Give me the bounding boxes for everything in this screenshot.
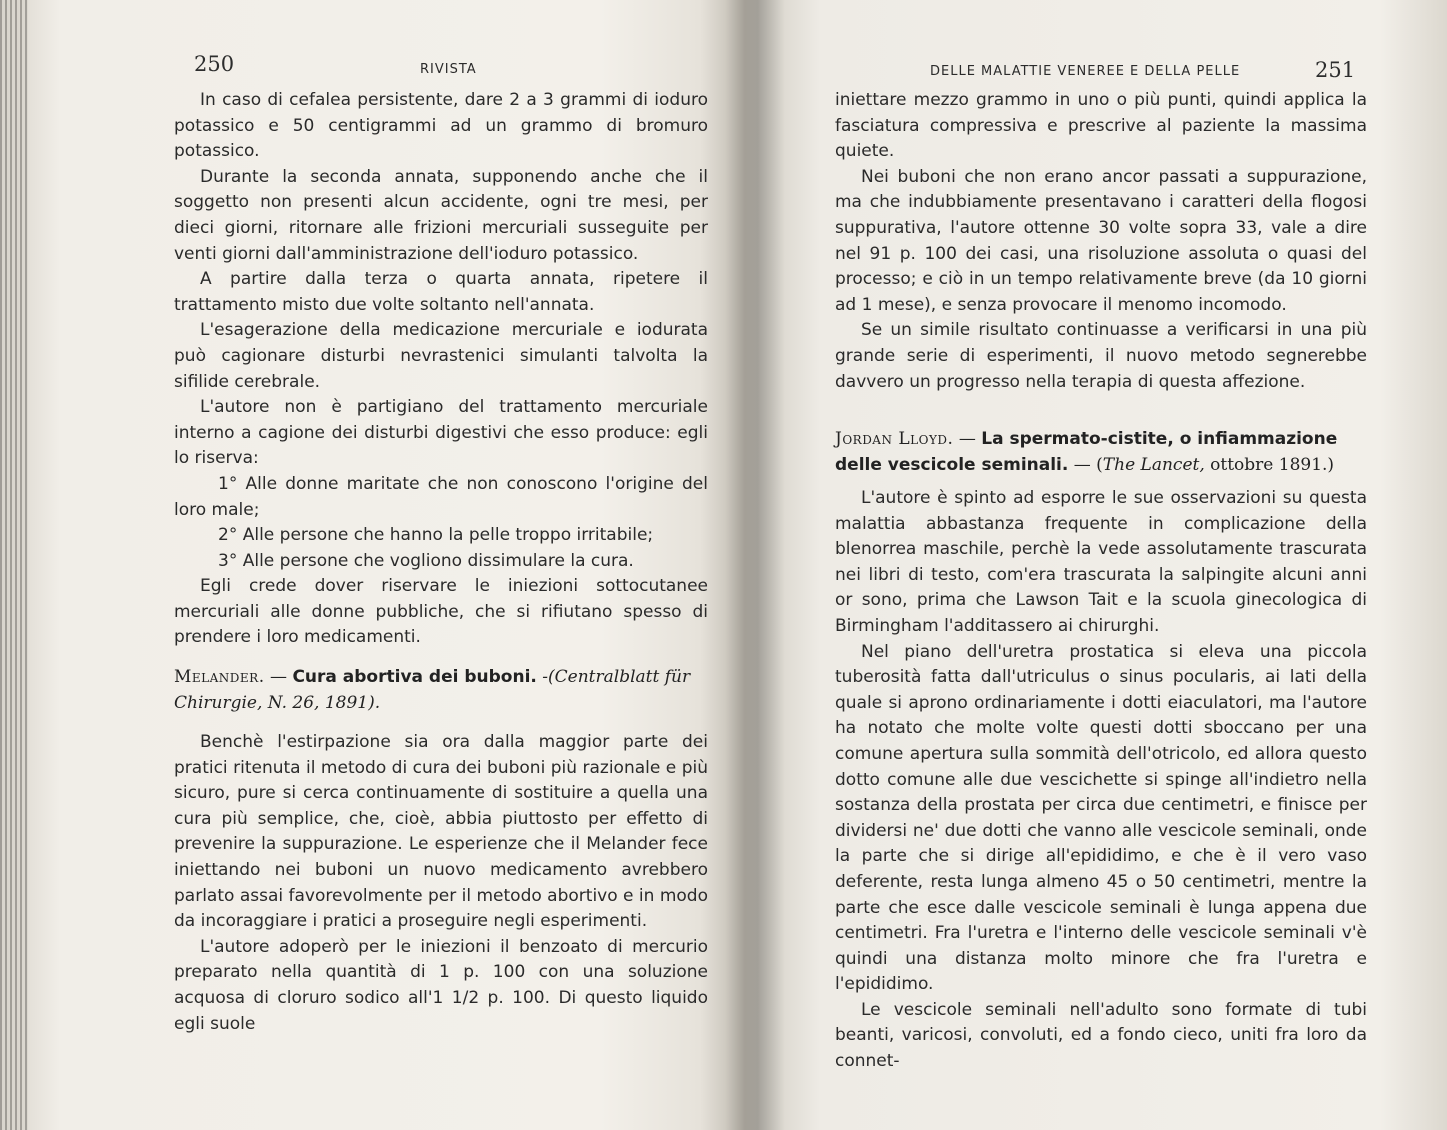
right-body-top [835,88,1367,395]
citation-journal: The Lancet, [1102,455,1205,475]
paragraph: L'autore è spinto ad esporre le sue osservazioni su questa malattia abbastanza frequente in complicazione della blenorrea maschile, perchè la vede assolutamente trascurata nei libri di testo, com'era trascurata la salpingite alcuni anni or sono, prima che Lawson Tait e la scuola ginecologica di Birmingham l'additassero ai chirurghi. [835,488,1367,636]
paragraph: 1° Alle donne maritate che non conoscono l'origine del loro male; [174,473,708,520]
paragraph: In caso di cefalea persistente, dare 2 a 3 grammi di ioduro potassico e 50 centigrammi ad un grammo di bromuro potassico. [174,90,708,162]
running-head: RIVISTA [420,62,477,77]
citation-suffix: ottobre 1891.) [1204,455,1335,475]
paragraph: Durante la seconda annata, supponendo anche che il soggetto non presenti alcun accidente, ogni tre mesi, per dieci giorni, ritornare alle frizioni mercuriali susseguite per venti giorni dall'amministrazione dell'ioduro potassico. [174,166,708,264]
left-body-top [174,88,708,651]
paragraph: Egli crede dover riservare le iniezioni sottocutanee mercuriali alle donne pubbliche, che si rifiutano spesso di prendere i loro medicamenti. [174,576,708,648]
left-body-bottom [174,730,708,1037]
right-page [755,0,1447,1130]
paragraph: L'autore non è partigiano del trattamento mercuriale interno a cagione dei disturbi digestivi che esso produce: egli lo riserva: [174,397,708,469]
paragraph: Benchè l'estirpazione sia ora dalla maggior parte dei pratici ritenuta il metodo di cura dei buboni più razionale e più sicuro, pure si cerca continuamente di sostituire a quella una cura più semplice, che, cioè, abbia piuttosto per effetto di prevenire la suppurazione. Le esperienze che il Melander fece iniettando nei buboni un nuovo medicamento avrebbero parlato assai favorevolmente per il metodo abortivo e in modo da incoraggiare i pratici a proseguire negli esperimenti. [174,732,708,932]
heading-dash: — [953,429,982,449]
article-citation: -(Centralblatt für Chirurgie, N. 26, 1891). [174,667,691,713]
paragraph: 2° Alle persone che hanno la pelle troppo irritabile; [218,525,654,546]
paragraph: 3° Alle persone che vogliono dissimulare la cura. [218,550,634,571]
paragraph: Le vescicole seminali nell'adulto sono formate di tubi beanti, varicosi, convoluti, ed a fondo cieco, uniti fra loro da connet- [835,999,1367,1072]
page-number: 251 [1315,58,1356,82]
article-heading-melander [174,664,708,716]
running-head: DELLE MALATTIE VENEREE E DELLA PELLE [930,64,1241,79]
right-body-bottom [835,486,1367,1075]
article-author: Jordan Lloyd. [835,429,954,449]
paragraph: iniettare mezzo grammo in uno o più punti, quindi applica la fasciatura compressiva e prescrive al paziente la massima quiete. [835,90,1367,162]
paragraph: Nel piano dell'uretra prostatica si eleva una piccola tuberosità fatta dall'utriculus o sinus pocularis, ai lati della quale si aprono ordinariamente i dotti eiaculatori, ma l'autore ha notato che molte volte questi dotti sboccano per una comune apertura sulla sommità dell'otricolo, ed allora questo dotto comune alle due vescichette si spinge all'indietro nella sostanza della prostata per circa due centimetri, e finisce per dividersi ne' due dotti che vanno alle vescicole seminali, onde la parte che si dirige all'epididimo, e che è il vero vaso deferente, resta lunga almeno 45 o 50 centimetri, mentre la parte che esce dalle vescicole seminali è lunga appena due centimetri. Fra l'uretra e l'interno delle vescicole seminali v'è quindi una distanza molto minore che fra l'uretra e l'epididimo. [835,641,1367,995]
page-number: 250 [194,52,235,76]
paragraph: A partire dalla terza o quarta annata, ripetere il trattamento misto due volte soltanto nell'annata. [174,269,708,315]
heading-dash: — [264,667,293,687]
paragraph: Se un simile risultato continuasse a verificarsi in una più grande serie di esperimenti, il nuovo metodo segnerebbe davvero un progresso nella terapia di questa affezione. [835,320,1367,392]
article-title: La spermato-cistite, o infiammazione delle vescicole seminali. [835,429,1338,475]
paragraph: L'autore adoperò per le iniezioni il benzoato di mercurio preparato nella quantità di 1 p. 100 con una soluzione acquosa di cloruro sodico all'1 1/2 p. 100. Di questo liquido egli suole [174,936,708,1034]
article-title: Cura abortiva dei buboni. [292,667,537,687]
citation-prefix: — ( [1068,455,1103,475]
paragraph: L'esagerazione della medicazione mercuriale e iodurata può cagionare disturbi nevrastenici simulanti talvolta la sifilide cerebrale. [174,320,708,392]
article-heading-lloyd [835,426,1367,478]
paragraph: Nei buboni che non erano ancor passati a suppurazione, ma che indubbiamente presentavano i caratteri della flogosi suppurativa, l'autore ottenne 30 volte sopra 33, vale a dire nel 91 p. 100 dei casi, una risoluzione assoluta o quasi del processo; e ciò in un tempo relativamente breve (da 10 giorni ad 1 mese), e senza provocare il menomo incomodo. [835,166,1367,315]
article-author: Melander. [174,667,265,687]
